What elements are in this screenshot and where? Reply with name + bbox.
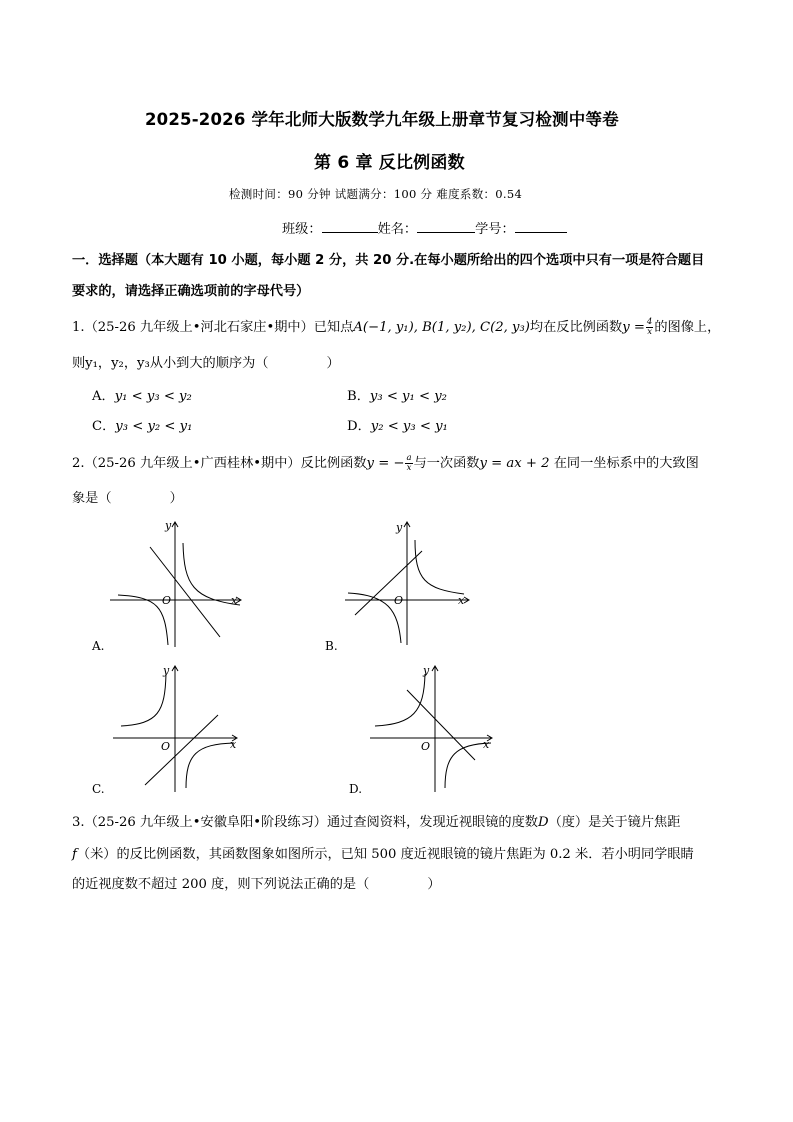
origin-label: O [394, 594, 404, 607]
q3-line2-a: （米）的反比例函数，其函数图象如图所示，已知 500 度近视眼镜的镜片焦距为 [76, 847, 550, 862]
student-info-line [282, 218, 567, 237]
graph-d-label: D. [349, 782, 363, 796]
option-label: A． [92, 389, 115, 404]
graph-b[interactable] [340, 515, 480, 650]
exam-meta: 检测时间：90 分钟 试题满分：100 分 难度系数：0.54 [229, 187, 523, 201]
y-axis-label: y [396, 521, 403, 534]
q3-line1 [72, 811, 680, 830]
x-axis-label: x [231, 594, 238, 607]
y-axis-label: y [423, 664, 430, 677]
graph-a-label: A. [92, 639, 105, 653]
x-axis-label: x [483, 738, 490, 751]
section-heading-line1: 一．选择题（本大题有 10 小题，每小题 2 分，共 20 分.在每小题所给出的四个选项中只有一项是符合题目 [72, 253, 705, 268]
q1-line2 [72, 352, 340, 371]
q1-close: ） [326, 356, 340, 371]
q2-prefix: 2.（25-26 九年级上•广西桂林•期中）反比例函数 [72, 456, 367, 471]
q1-fraction [646, 318, 653, 337]
id-label: 学号： [475, 222, 515, 237]
origin-label: O [161, 740, 171, 753]
q2-frac-num: a [406, 453, 412, 463]
option-label: D． [347, 419, 371, 434]
graph-c-label: C. [92, 782, 105, 796]
q1-line1 [72, 316, 720, 337]
q1-line2-text: 则y₁，y₂，y₃从小到大的顺序为（ [72, 356, 269, 371]
q2-line1 [72, 452, 699, 473]
hyperbola-branch-1 [375, 674, 425, 726]
q1-option-b[interactable] [347, 385, 447, 404]
class-field[interactable] [322, 220, 378, 233]
graph-c[interactable] [108, 660, 248, 795]
x-axis-label: x [458, 594, 465, 607]
q1-func-lhs: y = [622, 320, 645, 335]
q3-close: ） [427, 877, 441, 892]
origin-label: O [421, 740, 431, 753]
y-axis-label: y [163, 664, 170, 677]
q1-option-c[interactable] [92, 415, 192, 434]
origin-label: O [162, 594, 172, 607]
linear-function-line [407, 690, 475, 760]
hyperbola-branch-1 [121, 674, 166, 726]
q2-close: ） [169, 491, 183, 506]
exam-title: 2025-2026 学年北师大版数学九年级上册章节复习检测中等卷 [145, 110, 619, 129]
q3-var-d: D [537, 815, 549, 830]
q2-fraction [405, 454, 412, 473]
y-axis-label: y [165, 519, 172, 532]
option-label: B． [347, 389, 370, 404]
graph-b-label: B. [325, 639, 338, 653]
q3-var-f: f [72, 847, 77, 862]
hyperbola-branch-2 [186, 743, 234, 788]
name-field[interactable] [417, 220, 475, 233]
q1-frac-num: 4 [646, 317, 653, 327]
name-label: 姓名： [377, 222, 418, 237]
option-text: y₃ < y₂ < y₁ [115, 419, 193, 434]
graph-a[interactable] [108, 515, 248, 650]
q2-linear: y = ax + 2 [479, 456, 550, 471]
id-field[interactable] [515, 220, 567, 233]
q2-line2-text: 象是（ [72, 491, 112, 506]
q1-prefix: 1.（25-26 九年级上•河北石家庄•期中）已知点 [72, 320, 354, 335]
q3-line2 [72, 843, 694, 862]
x-axis-label: x [230, 738, 237, 751]
hyperbola-branch-2 [118, 595, 168, 645]
q3-line1-b: （度）是关于镜片焦距 [548, 815, 681, 830]
q1-option-d[interactable] [347, 415, 448, 434]
linear-function-line [355, 551, 422, 615]
section-heading-line2: 要求的，请选择正确选项前的字母代号） [72, 284, 310, 299]
q1-points: A(−1, y₁), B(1, y₂), C(2, y₃) [353, 320, 530, 335]
q2-suffix: 在同一坐标系中的大致图 [549, 456, 699, 471]
q2-frac-den: x [406, 463, 412, 473]
option-text: y₁ < y₃ < y₂ [114, 389, 192, 404]
linear-function-line [145, 715, 218, 785]
graph-d[interactable] [365, 660, 505, 795]
option-text: y₂ < y₃ < y₁ [370, 419, 448, 434]
q1-suffix: 的图像上， [654, 320, 721, 335]
q3-line3-text: 的近视度数不超过 200 度，则下列说法正确的是（ [72, 877, 370, 892]
q1-mid: 均在反比例函数 [529, 320, 623, 335]
q2-mid: 与一次函数 [413, 456, 480, 471]
q3-line3 [72, 873, 441, 892]
class-label: 班级： [282, 222, 322, 237]
q1-frac-den: x [647, 327, 653, 337]
q3-value: 0.2 [549, 847, 571, 862]
hyperbola-branch-1 [415, 540, 464, 594]
linear-function-line [150, 547, 220, 637]
q3-line2-b: 米．若小明同学眼睛 [570, 847, 694, 862]
q1-option-a[interactable] [92, 385, 192, 404]
chapter-title: 第 6 章 反比例函数 [314, 153, 465, 173]
q2-line2 [72, 487, 183, 506]
option-text: y₃ < y₁ < y₂ [369, 389, 447, 404]
q3-line1-a: 3.（25-26 九年级上•安徽阜阳•阶段练习）通过查阅资料，发现近视眼镜的度数 [72, 815, 538, 830]
q2-func-lhs: y = − [366, 456, 405, 471]
option-label: C． [92, 419, 116, 434]
